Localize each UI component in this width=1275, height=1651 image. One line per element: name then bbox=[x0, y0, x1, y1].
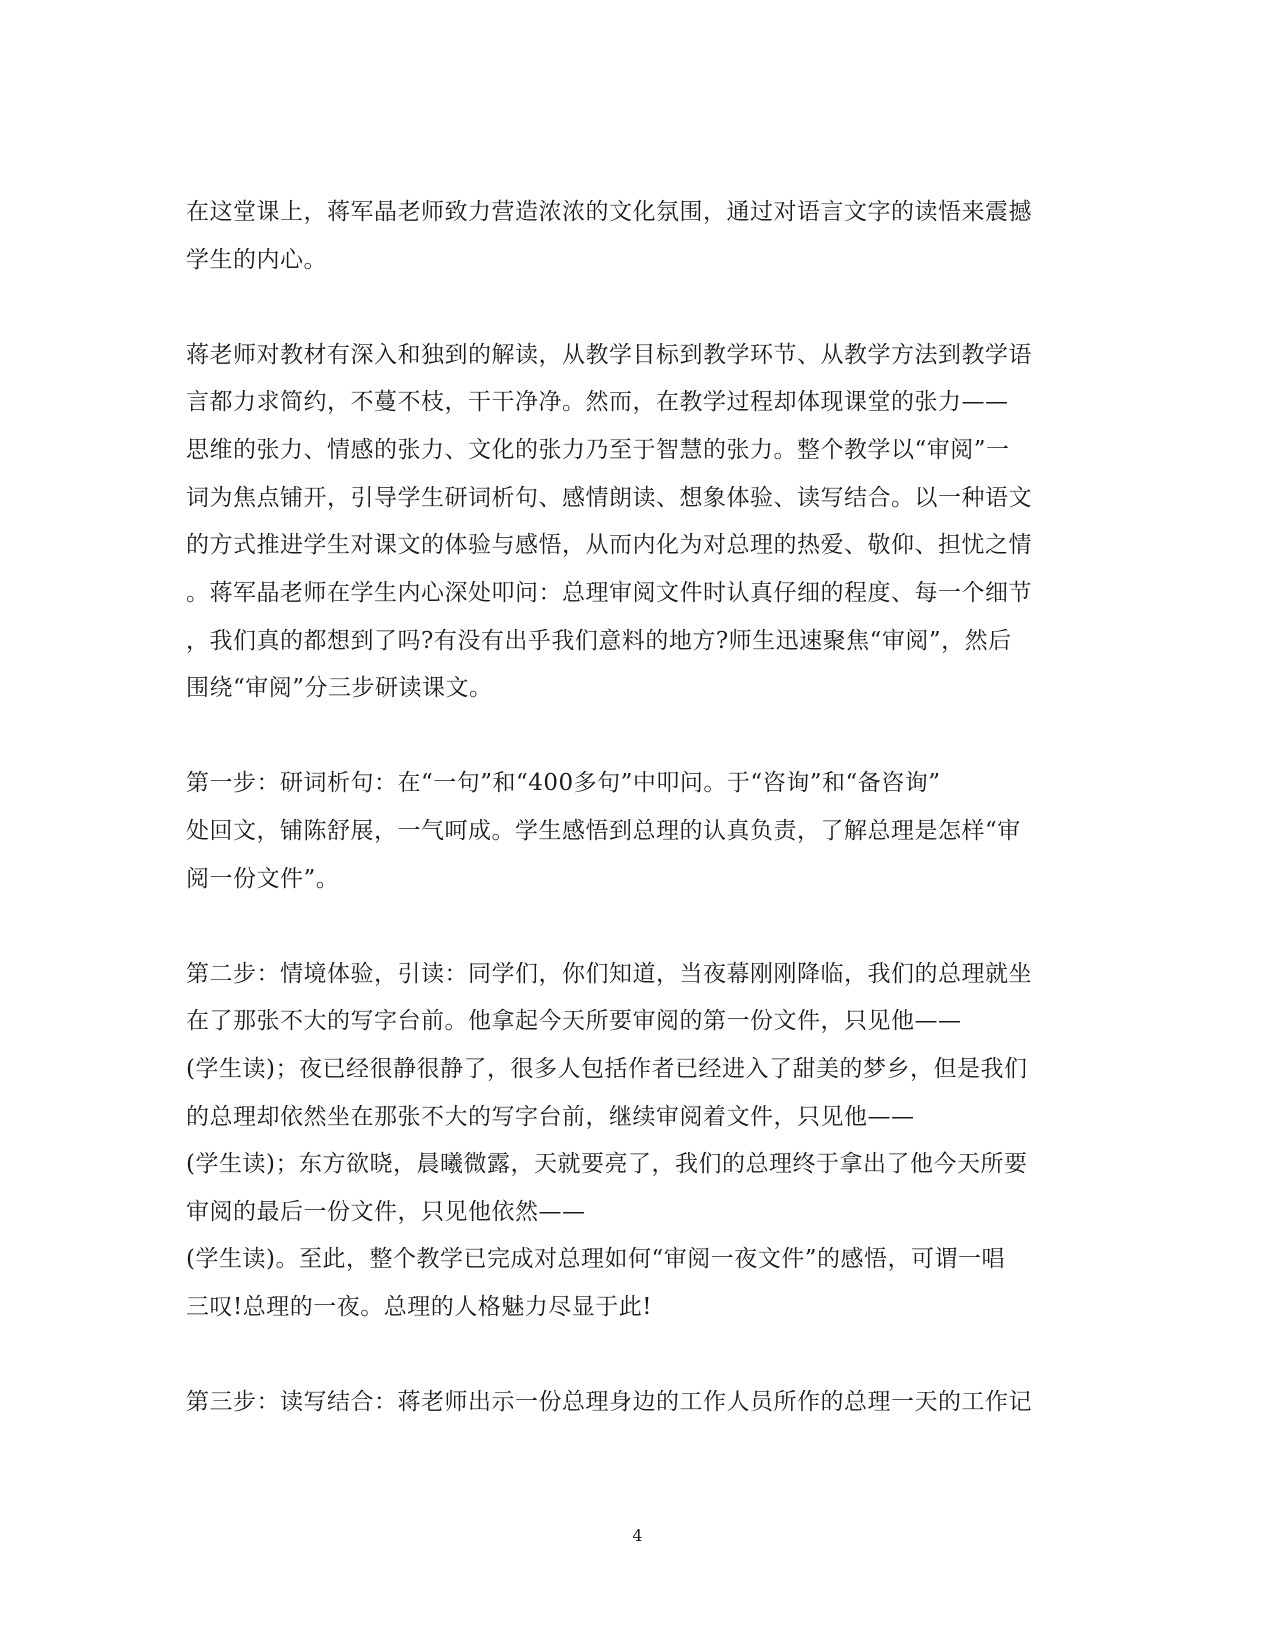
paragraph-2-line-6: 。蒋军晶老师在学生内心深处叩问：总理审阅文件时认真仔细的程度、每一个细节 bbox=[186, 580, 1032, 606]
paragraph-4-line-6: 审阅的最后一份文件，只见他依然—— bbox=[186, 1199, 586, 1225]
paragraph-3-line-3: 阅一份文件”。 bbox=[186, 866, 340, 892]
paragraph-3-line-1: 第一步：研词析句：在“一句”和“400多句”中叩问。于“咨询”和“备咨询” bbox=[186, 770, 941, 796]
paragraph-1-line-1: 在这堂课上，蒋军晶老师致力营造浓浓的文化氛围，通过对语言文字的读悟来震撼 bbox=[186, 199, 1032, 225]
page-number: 4 bbox=[632, 1526, 643, 1545]
paragraph-2-line-5: 的方式推进学生对课文的体验与感悟，从而内化为对总理的热爱、敬仰、担忧之情 bbox=[186, 532, 1032, 558]
paragraph-2-line-2: 言都力求简约，不蔓不枝，干干净净。然而，在教学过程却体现课堂的张力—— bbox=[186, 389, 1009, 415]
paragraph-2-line-3: 思维的张力、情感的张力、文化的张力乃至于智慧的张力。整个教学以“审阅”一 bbox=[186, 437, 1010, 463]
paragraph-2-line-4: 词为焦点铺开，引导学生研词析句、感情朗读、想象体验、读写结合。以一种语文 bbox=[186, 485, 1032, 511]
paragraph-4-line-3: (学生读)；夜已经很静很静了，很多人包括作者已经进入了甜美的梦乡，但是我们 bbox=[186, 1056, 1028, 1082]
paragraph-2-line-1: 蒋老师对教材有深入和独到的解读，从教学目标到教学环节、从教学方法到教学语 bbox=[186, 342, 1032, 368]
paragraph-4-line-7: (学生读)。至此，整个教学已完成对总理如何“审阅一夜文件”的感悟，可谓一唱 bbox=[186, 1246, 1005, 1272]
paragraph-1-line-2: 学生的内心。 bbox=[186, 247, 327, 273]
paragraph-4-line-1: 第二步：情境体验，引读：同学们，你们知道，当夜幕刚刚降临，我们的总理就坐 bbox=[186, 961, 1032, 987]
paragraph-2-line-8: 围绕“审阅”分三步研读课文。 bbox=[186, 675, 493, 701]
paragraph-4-line-4: 的总理却依然坐在那张不大的写字台前，继续审阅着文件，只见他—— bbox=[186, 1104, 915, 1130]
paragraph-2-line-7: ，我们真的都想到了吗?有没有出乎我们意料的地方?师生迅速聚焦“审阅”，然后 bbox=[186, 628, 1012, 654]
paragraph-4-line-2: 在了那张不大的写字台前。他拿起今天所要审阅的第一份文件，只见他—— bbox=[186, 1008, 962, 1034]
paragraph-4-line-8: 三叹!总理的一夜。总理的人格魅力尽显于此! bbox=[186, 1294, 652, 1320]
paragraph-5-line-1: 第三步：读写结合：蒋老师出示一份总理身边的工作人员所作的总理一天的工作记 bbox=[186, 1389, 1032, 1415]
paragraph-3-line-2: 处回文，铺陈舒展，一气呵成。学生感悟到总理的认真负责，了解总理是怎样“审 bbox=[186, 818, 1021, 844]
paragraph-4-line-5: (学生读)；东方欲晓，晨曦微露，天就要亮了，我们的总理终于拿出了他今天所要 bbox=[186, 1151, 1028, 1177]
